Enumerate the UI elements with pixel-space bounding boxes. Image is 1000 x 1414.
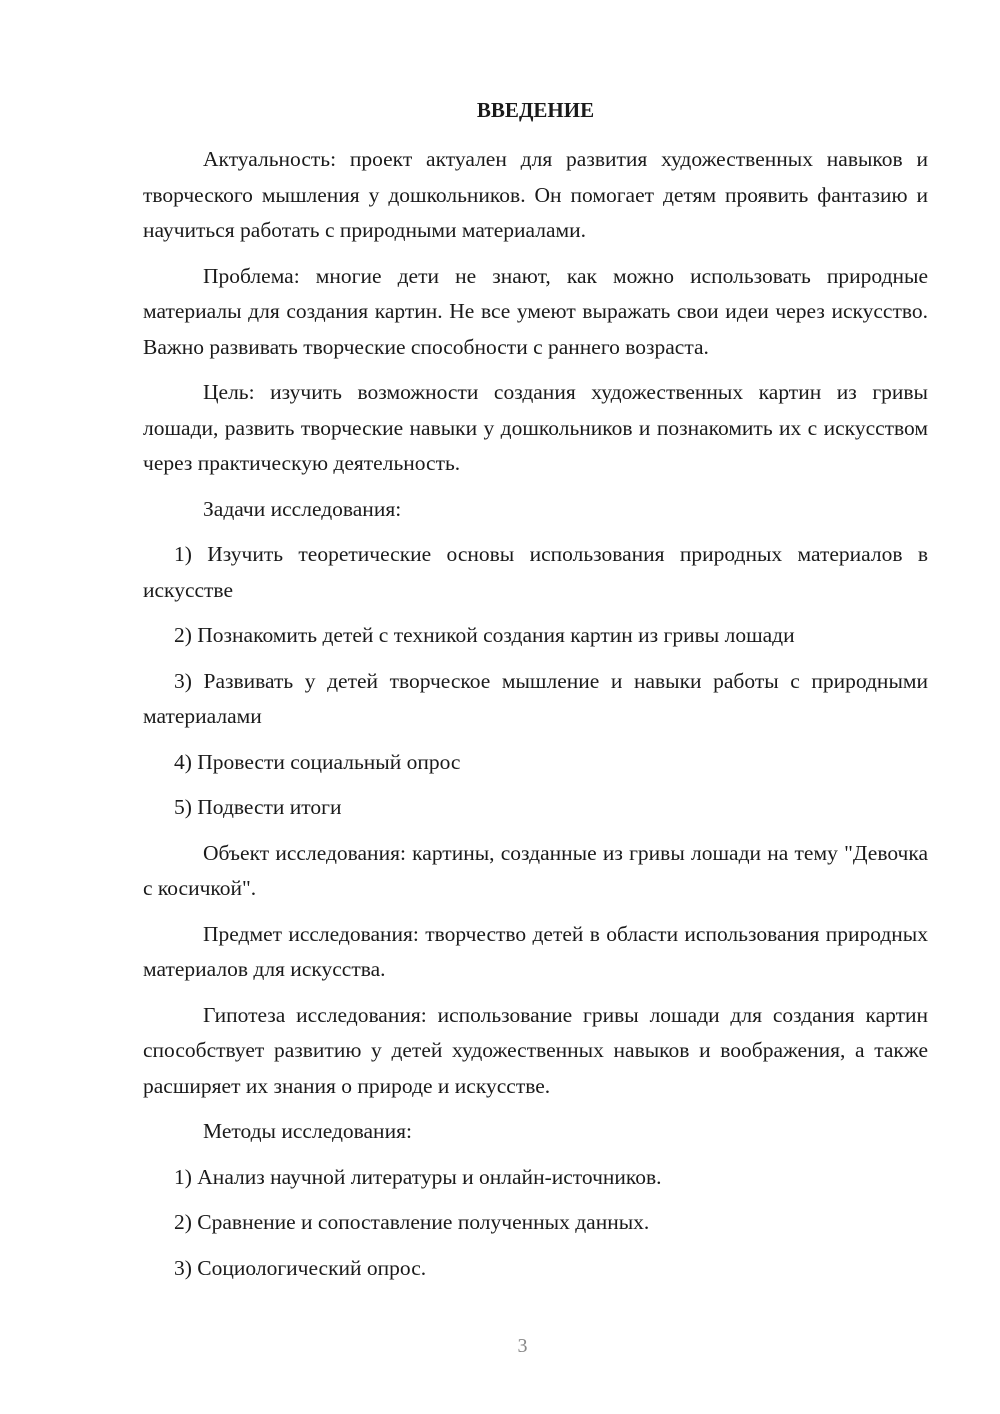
paragraph-goal: Цель: изучить возможности создания художественных картин из гривы лошади, развить творческие навыки у дошкольников и познакомить их с искусством через практическую деятельность. <box>143 380 928 475</box>
task-item-1: 1) Изучить теоретические основы использования природных материалов в искусстве <box>143 542 928 602</box>
page-number: 3 <box>517 1335 528 1357</box>
paragraph-problem: Проблема: многие дети не знают, как можно использовать природные материалы для создания картин. Не все умеют выражать свои идеи через искусство. Важно развивать творческие способности с раннего возраста. <box>143 263 928 359</box>
paragraph-subject: Предмет исследования: творчество детей в области использования природных материалов для искусства. <box>143 921 928 981</box>
method-item-3: 3) Социологический опрос. <box>174 1255 427 1280</box>
document-body <box>143 142 928 1296</box>
method-item-1: 1) Анализ научной литературы и онлайн-источников. <box>174 1164 662 1189</box>
paragraph-object: Объект исследования: картины, созданные из гривы лошади на тему "Девочка с косичкой". <box>143 840 928 900</box>
paragraph-tasks-heading: Задачи исследования: <box>203 496 402 521</box>
task-item-3: 3) Развивать у детей творческое мышление и навыки работы с природными материалами <box>143 668 928 728</box>
paragraph-methods-heading: Методы исследования: <box>203 1119 412 1143</box>
task-item-5: 5) Подвести итоги <box>174 795 342 819</box>
page-title: ВВЕДЕНИЕ <box>476 98 595 122</box>
method-item-2: 2) Сравнение и сопоставление полученных данных. <box>174 1210 650 1234</box>
document-page <box>143 0 928 1414</box>
task-item-2: 2) Познакомить детей с техникой создания картин из гривы лошади <box>174 623 795 647</box>
task-item-4: 4) Провести социальный опрос <box>174 749 461 774</box>
paragraph-relevance: Актуальность: проект актуален для развития художественных навыков и творческого мышления у дошкольников. Он помогает детям проявить фантазию и научиться работать с природными материалами. <box>143 147 928 242</box>
paragraph-hypothesis: Гипотеза исследования: использование гривы лошади для создания картин способствует развитию у детей художественных навыков и воображения, а также расширяет их знания о природе и искусстве. <box>143 1002 928 1098</box>
